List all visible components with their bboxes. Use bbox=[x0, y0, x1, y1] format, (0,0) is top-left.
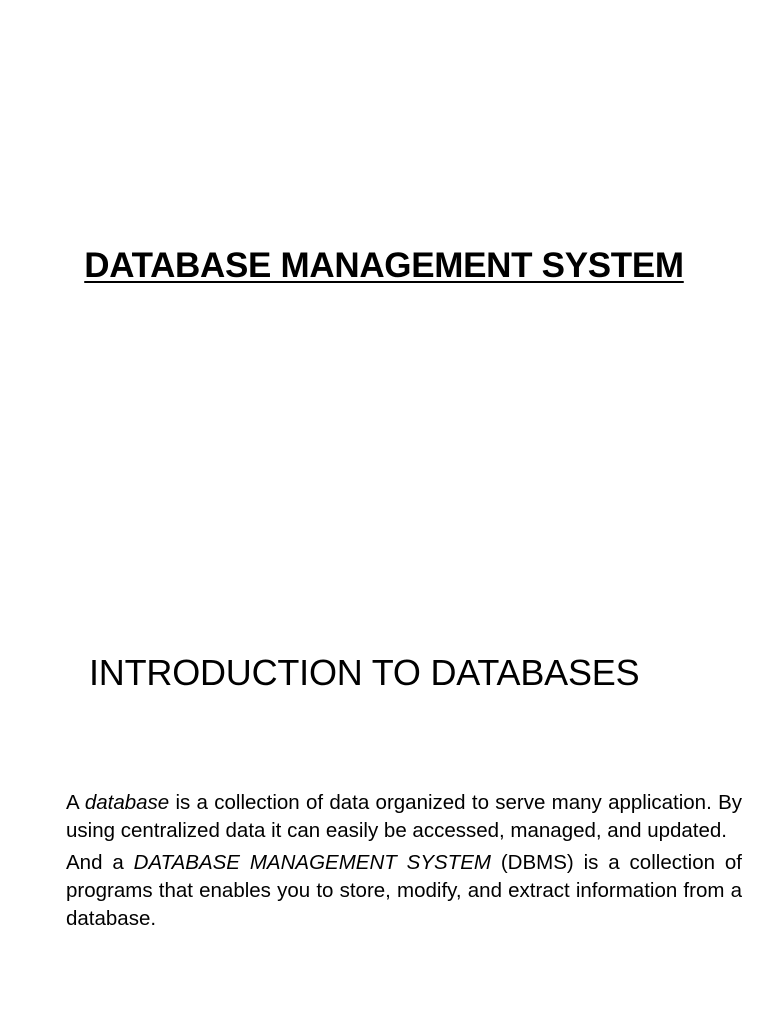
section-heading: INTRODUCTION TO DATABASES bbox=[89, 652, 640, 693]
paragraph-rest: is a collection of data organized to serve many application. By using centralized data it can easily be accessed, managed, and updated. bbox=[66, 791, 742, 842]
paragraph-database-definition bbox=[66, 789, 742, 845]
body-text bbox=[66, 789, 742, 937]
paragraph-rest: (DBMS) is a collection of programs that enables you to store, modify, and extract information from a database. bbox=[66, 851, 742, 930]
page-title: DATABASE MANAGEMENT SYSTEM bbox=[84, 246, 684, 285]
term-dbms: DATABASE MANAGEMENT SYSTEM bbox=[133, 851, 491, 874]
paragraph-lead: And a bbox=[66, 851, 134, 874]
paragraph-dbms-definition bbox=[66, 849, 742, 933]
term-database: database bbox=[84, 791, 170, 814]
paragraph-lead: A bbox=[66, 791, 85, 814]
